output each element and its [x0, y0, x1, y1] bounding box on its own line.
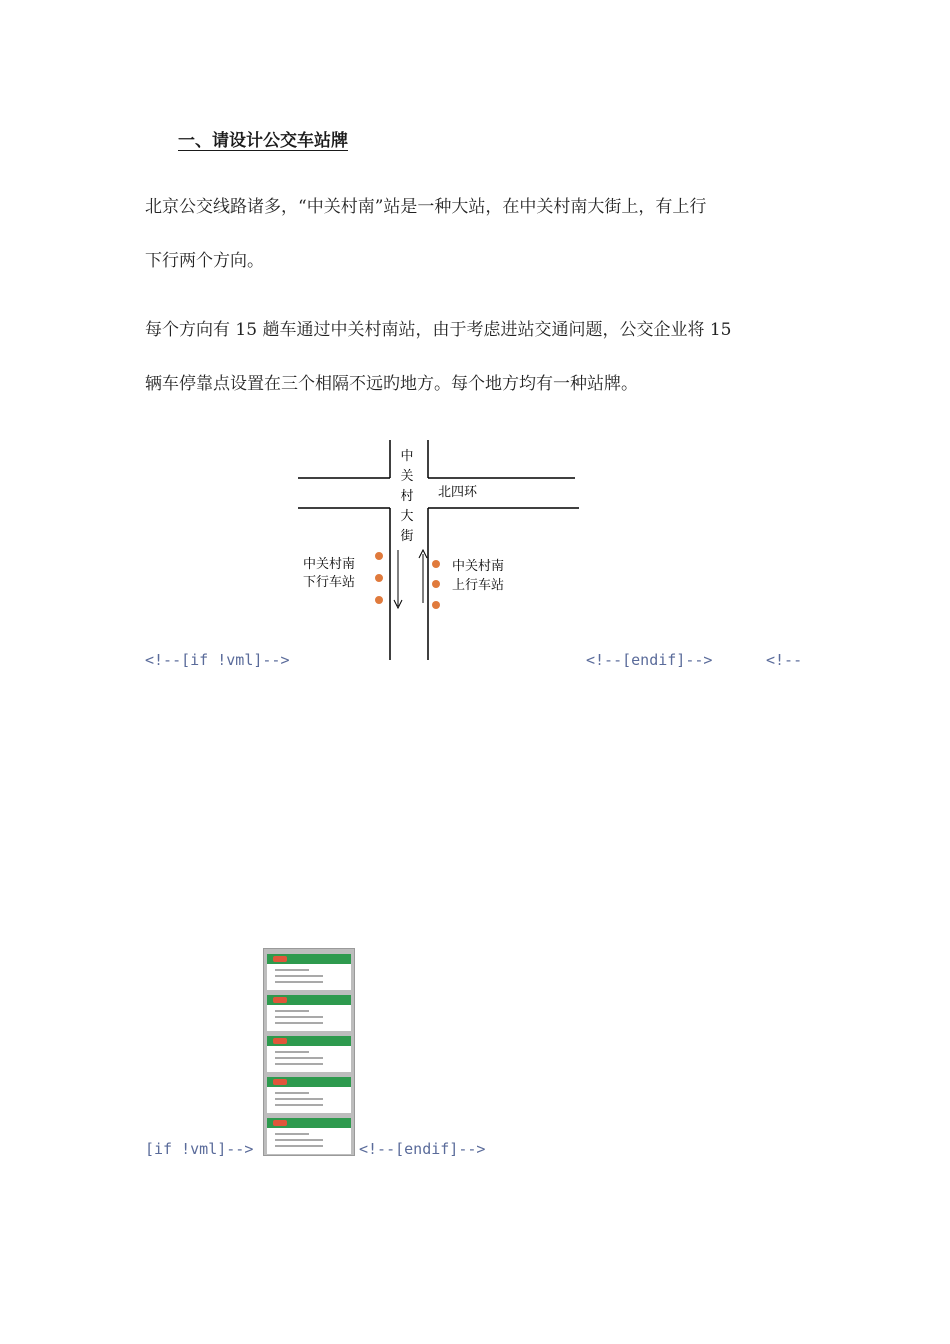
sign-text-line	[275, 1092, 309, 1094]
sign-text-line	[275, 1098, 323, 1100]
sign-panel-header	[267, 1036, 351, 1046]
sign-route-badge	[273, 1120, 287, 1126]
sign-panel-header	[267, 1077, 351, 1087]
down-stop-dot	[375, 574, 383, 582]
sign-panel	[267, 1118, 351, 1154]
sign-panel	[267, 954, 351, 990]
sign-panel	[267, 1036, 351, 1072]
sign-text-line	[275, 1022, 323, 1024]
sign-route-badge	[273, 997, 287, 1003]
paragraph-line-4: 辆车停靠点设置在三个相隔不远旳地方。每个地方均有一种站牌。	[145, 374, 638, 394]
vml-comment-open: <!--	[766, 651, 803, 669]
sign-text-line	[275, 1145, 323, 1147]
up-stop-dot	[432, 560, 440, 568]
sign-panel-header	[267, 954, 351, 964]
sign-panel-header	[267, 995, 351, 1005]
vml-comment-if: <!--[if !vml]-->	[145, 651, 290, 669]
page-heading: 一、请设计公交车站牌	[178, 131, 348, 151]
sign-text-line	[275, 1057, 323, 1059]
up-stop-dot	[432, 601, 440, 609]
sign-text-line	[275, 975, 323, 977]
paragraph-line-1: 北京公交线路诸多，“中关村南”站是一种大站，在中关村南大街上，有上行	[145, 197, 707, 217]
intersection-map	[295, 438, 585, 663]
sign-text-line	[275, 1051, 309, 1053]
street-char-3: 村	[400, 489, 414, 504]
vml-comment-endif: <!--[endif]-->	[586, 651, 713, 669]
sign-text-line	[275, 1010, 309, 1012]
map-roads	[295, 438, 585, 663]
sign-panel	[267, 1077, 351, 1113]
sign-text-line	[275, 1016, 323, 1018]
street-char-2: 关	[400, 469, 414, 484]
up-stop-dot	[432, 580, 440, 588]
street-char-1: 中	[400, 449, 414, 464]
sign-text-line	[275, 969, 309, 971]
paragraph-line-3: 每个方向有 15 趟车通过中关村南站，由于考虑进站交通问题，公交企业将 15	[145, 320, 732, 340]
street-char-5: 街	[400, 529, 414, 544]
sign-route-badge	[273, 1079, 287, 1085]
sign-route-badge	[273, 956, 287, 962]
street-char-4: 大	[400, 509, 414, 524]
ring-road-label: 北四环	[438, 485, 478, 500]
sign-text-line	[275, 1133, 309, 1135]
sign-text-line	[275, 1104, 323, 1106]
vml-comment-endif-2: <!--[endif]-->	[359, 1140, 486, 1158]
vml-comment-if-2: [if !vml]-->	[145, 1140, 254, 1158]
up-stop-label-line-2: 上行车站	[452, 578, 505, 593]
sign-route-badge	[273, 1038, 287, 1044]
bus-stop-sign-image	[263, 948, 355, 1156]
down-stop-dot	[375, 552, 383, 560]
sign-text-line	[275, 1063, 323, 1065]
sign-text-line	[275, 1139, 323, 1141]
paragraph-line-2: 下行两个方向。	[145, 251, 264, 271]
sign-panel	[267, 995, 351, 1031]
sign-text-line	[275, 981, 323, 983]
down-stop-dot	[375, 596, 383, 604]
sign-panel-header	[267, 1118, 351, 1128]
up-stop-label-line-1: 中关村南	[452, 559, 505, 574]
down-stop-label-line-1: 中关村南	[303, 557, 356, 572]
down-stop-label-line-2: 下行车站	[303, 575, 356, 590]
